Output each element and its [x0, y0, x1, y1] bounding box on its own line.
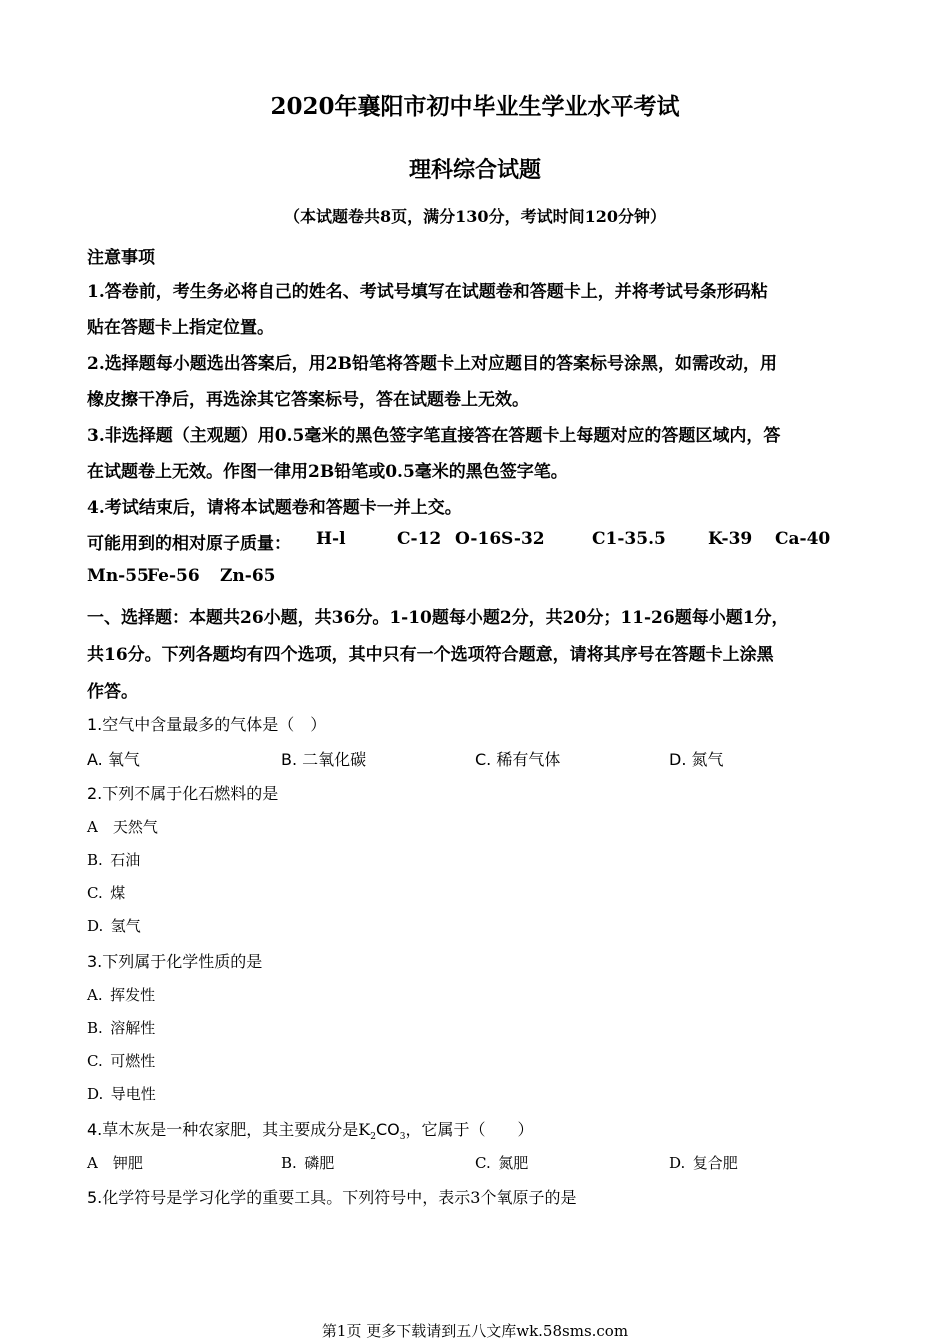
- exam-info: （本试题卷共8页，满分130分，考试时间120分钟）: [284, 207, 666, 226]
- atomic-mass-value: H-l: [316, 529, 346, 549]
- q1-option-d: D. 氮气: [669, 750, 724, 769]
- question-stem: 下列属于化学性质的是: [102, 952, 263, 971]
- atomic-mass-value: Fe-56: [147, 566, 200, 586]
- page-footer: 第1页 更多下载请到五八文库wk.58sms.com: [321, 1322, 629, 1340]
- q2-option-d: D. 氢气: [87, 917, 141, 935]
- q3-option-d: D. 导电性: [87, 1085, 156, 1103]
- q1-option-c: C. 稀有气体: [475, 750, 561, 769]
- notice-item2-line2: 橡皮擦干净后，再选涂其它答案标号，答在试题卷上无效。: [87, 390, 529, 410]
- notice-item1-line2: 贴在答题卡上指定位置。: [87, 318, 274, 338]
- atomic-mass-value: K-39: [708, 529, 753, 549]
- section1-line2: 共16分。下列各题均有四个选项，其中只有一个选项符合题意，请将其序号在答题卡上涂黑: [87, 645, 774, 665]
- notice-heading: 注意事项: [87, 248, 155, 268]
- notice-item3-line2: 在试题卷上无效。作图一律用2B铅笔或0.5毫米的黑色签字笔。: [87, 462, 568, 482]
- q3-option-a: A. 挥发性: [87, 986, 156, 1004]
- q3-option-c: C. 可燃性: [87, 1052, 156, 1070]
- atomic-mass-value: Mn-55: [87, 566, 149, 586]
- atomic-mass-value: C-12: [397, 529, 442, 549]
- notice-item2-line1: 2.选择题每小题选出答案后，用2B铅笔将答题卡上对应题目的答案标号涂黑，如需改动，用: [87, 354, 777, 374]
- question-stem: 下列不属于化石燃料的是: [102, 784, 279, 803]
- atomic-mass-value: S-32: [501, 529, 545, 549]
- q2-option-c: C. 煤: [87, 884, 126, 902]
- atomic-mass-block: [0, 529, 950, 599]
- section1-line1: 一、选择题：本题共26小题，共36分。1-10题每小题2分，共20分；11-26题每小题1分，: [87, 608, 789, 628]
- question-number: 5.: [87, 1188, 103, 1207]
- question-number: 4.: [87, 1120, 103, 1139]
- q4-option-c: C. 氮肥: [475, 1154, 529, 1172]
- q4-option-a: A 钾肥: [87, 1154, 143, 1172]
- question-stem: 空气中含量最多的气体是（ ）: [102, 715, 327, 734]
- notice-item1-line1: 1.答卷前，考生务必将自己的姓名、考试号填写在试题卷和答题卡上，并将考试号条形码粘: [87, 282, 768, 302]
- exam-subtitle: 理科综合试题: [408, 157, 541, 183]
- atomic-mass-value: Ca-40: [775, 529, 831, 549]
- q3-option-b: B. 溶解性: [87, 1019, 156, 1037]
- q4-option-b: B. 磷肥: [281, 1154, 335, 1172]
- q4-option-d: D. 复合肥: [669, 1154, 738, 1172]
- atomic-mass-label: 可能用到的相对原子质量：: [87, 534, 291, 554]
- question-number: 3.: [87, 952, 103, 971]
- atomic-mass-value: C1-35.5: [592, 529, 666, 549]
- question-1: [87, 712, 326, 735]
- notice-item4: 4.考试结束后，请将本试题卷和答题卡一并上交。: [87, 498, 462, 518]
- question-5: [87, 1185, 576, 1208]
- exam-title: 2020年襄阳市初中毕业生学业水平考试: [270, 93, 680, 120]
- notice-item3-line1: 3.非选择题（主观题）用0.5毫米的黑色签字笔直接答在答题卡上每题对应的答题区域内，答: [87, 426, 781, 446]
- section1-line3: 作答。: [87, 682, 138, 702]
- q1-option-a: A. 氧气: [87, 750, 140, 769]
- q2-option-a: A 天然气: [87, 818, 158, 836]
- atomic-mass-value: Zn-65: [220, 566, 276, 586]
- question-2: [87, 781, 278, 804]
- question-4: 4.草木灰是一种农家肥，其主要成分是$K_2CO_3$，它属于（ ）: [87, 1120, 534, 1143]
- question-3: [87, 949, 262, 972]
- question-number: 1.: [87, 715, 103, 734]
- question-number: 2.: [87, 784, 103, 803]
- question-stem: 化学符号是学习化学的重要工具。下列符号中，表示3个氧原子的是: [102, 1188, 577, 1207]
- q1-option-b: B. 二氧化碳: [281, 750, 367, 769]
- q2-option-b: B. 石油: [87, 851, 141, 869]
- atomic-mass-value: O-16: [455, 529, 502, 549]
